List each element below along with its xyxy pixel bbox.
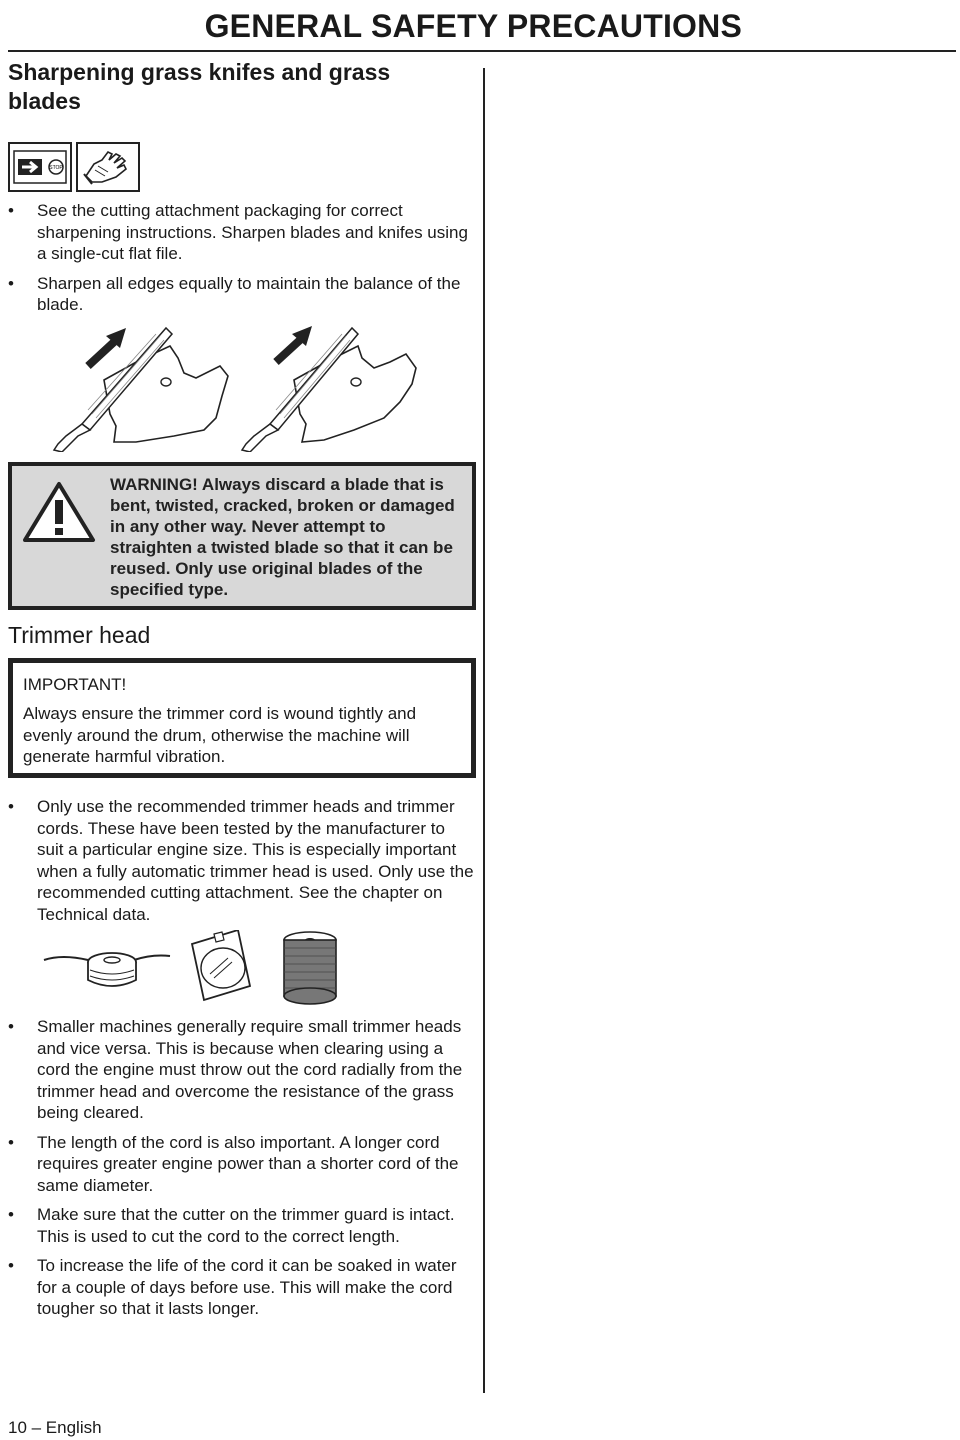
bullet-marker: • [8, 1132, 14, 1152]
column-divider [483, 68, 485, 1393]
stop-engine-icon [8, 142, 72, 192]
bullet-marker: • [8, 201, 14, 220]
trimmer-illustrations [42, 930, 382, 1010]
trimmer-head-illustration [44, 953, 170, 986]
list-item: • Smaller machines generally require small trimmer heads and vice versa. This is because when clearing using a cord the engine must throw out the cord radially from the trimmer head and overcome the resistance of the grass being cleared. [8, 1017, 463, 1122]
list-item: • Only use the recommended trimmer heads and trimmer cords. These have been tested by the manufacturer to suit a particular engine size. This is especially important when a fully automatic trimmer head is used. Only use the recommended cutting attachment. See the chapter on Technical data. [8, 797, 474, 924]
cord-package-illustration [192, 930, 250, 1000]
bullet-marker: • [8, 1017, 14, 1036]
list-item: • The length of the cord is also important. A longer cord requires greater engine power than a shorter cord of the same diameter. [8, 1132, 459, 1195]
page-title: GENERAL SAFETY PRECAUTIONS [204, 8, 742, 44]
important-text: Always ensure the trimmer cord is wound tightly and evenly around the drum, otherwise the machine will generate harmful vibration. [23, 704, 417, 766]
page-header [0, 8, 960, 48]
bullet-marker: • [8, 1256, 14, 1275]
cord-spool-illustration [284, 932, 336, 1004]
sharpening-bullets [8, 200, 476, 316]
section-heading-sharpening: Sharpening grass knifes and grass blades [8, 59, 391, 114]
bullet-marker: • [8, 1205, 14, 1224]
section-heading-trimmer: Trimmer head [8, 622, 151, 648]
warning-text: WARNING! Always discard a blade that is bent, twisted, cracked, broken or damaged in any other way. Never attempt to straighten a twisted blade so that it can be reused. Only use original blades of the specified type. [110, 475, 455, 599]
file-sharpening-blade-illustration-1 [44, 318, 434, 452]
warning-box [8, 462, 476, 610]
trimmer-bullet-main [8, 796, 476, 933]
list-item: • See the cutting attachment packaging for correct sharpening instructions. Sharpen blades and knifes using a single-cut flat file. [8, 201, 468, 263]
header-rule [8, 50, 956, 52]
page-footer: 10 – English [8, 1418, 102, 1437]
list-item: • Sharpen all edges equally to maintain the balance of the blade. [8, 273, 461, 314]
warning-triangle-icon [21, 480, 97, 544]
important-box [8, 658, 476, 778]
left-column [8, 58, 476, 1318]
svg-text:STOP: STOP [49, 165, 63, 171]
symbol-row [8, 142, 476, 192]
important-label: IMPORTANT! [23, 675, 127, 694]
list-item: • To increase the life of the cord it can be soaked in water for a couple of days before use. This will make the cord tougher so that it lasts longer. [8, 1256, 457, 1318]
list-item: • Make sure that the cutter on the trimmer guard is intact. This is used to cut the cord to the correct length. [8, 1205, 455, 1246]
trimmer-parts-illustration [42, 930, 382, 1010]
trimmer-bullets [8, 1016, 476, 1328]
protective-glove-icon [76, 142, 140, 192]
bullet-marker: • [8, 273, 14, 293]
bullet-marker: • [8, 797, 14, 816]
sharpening-illustrations [44, 318, 434, 452]
